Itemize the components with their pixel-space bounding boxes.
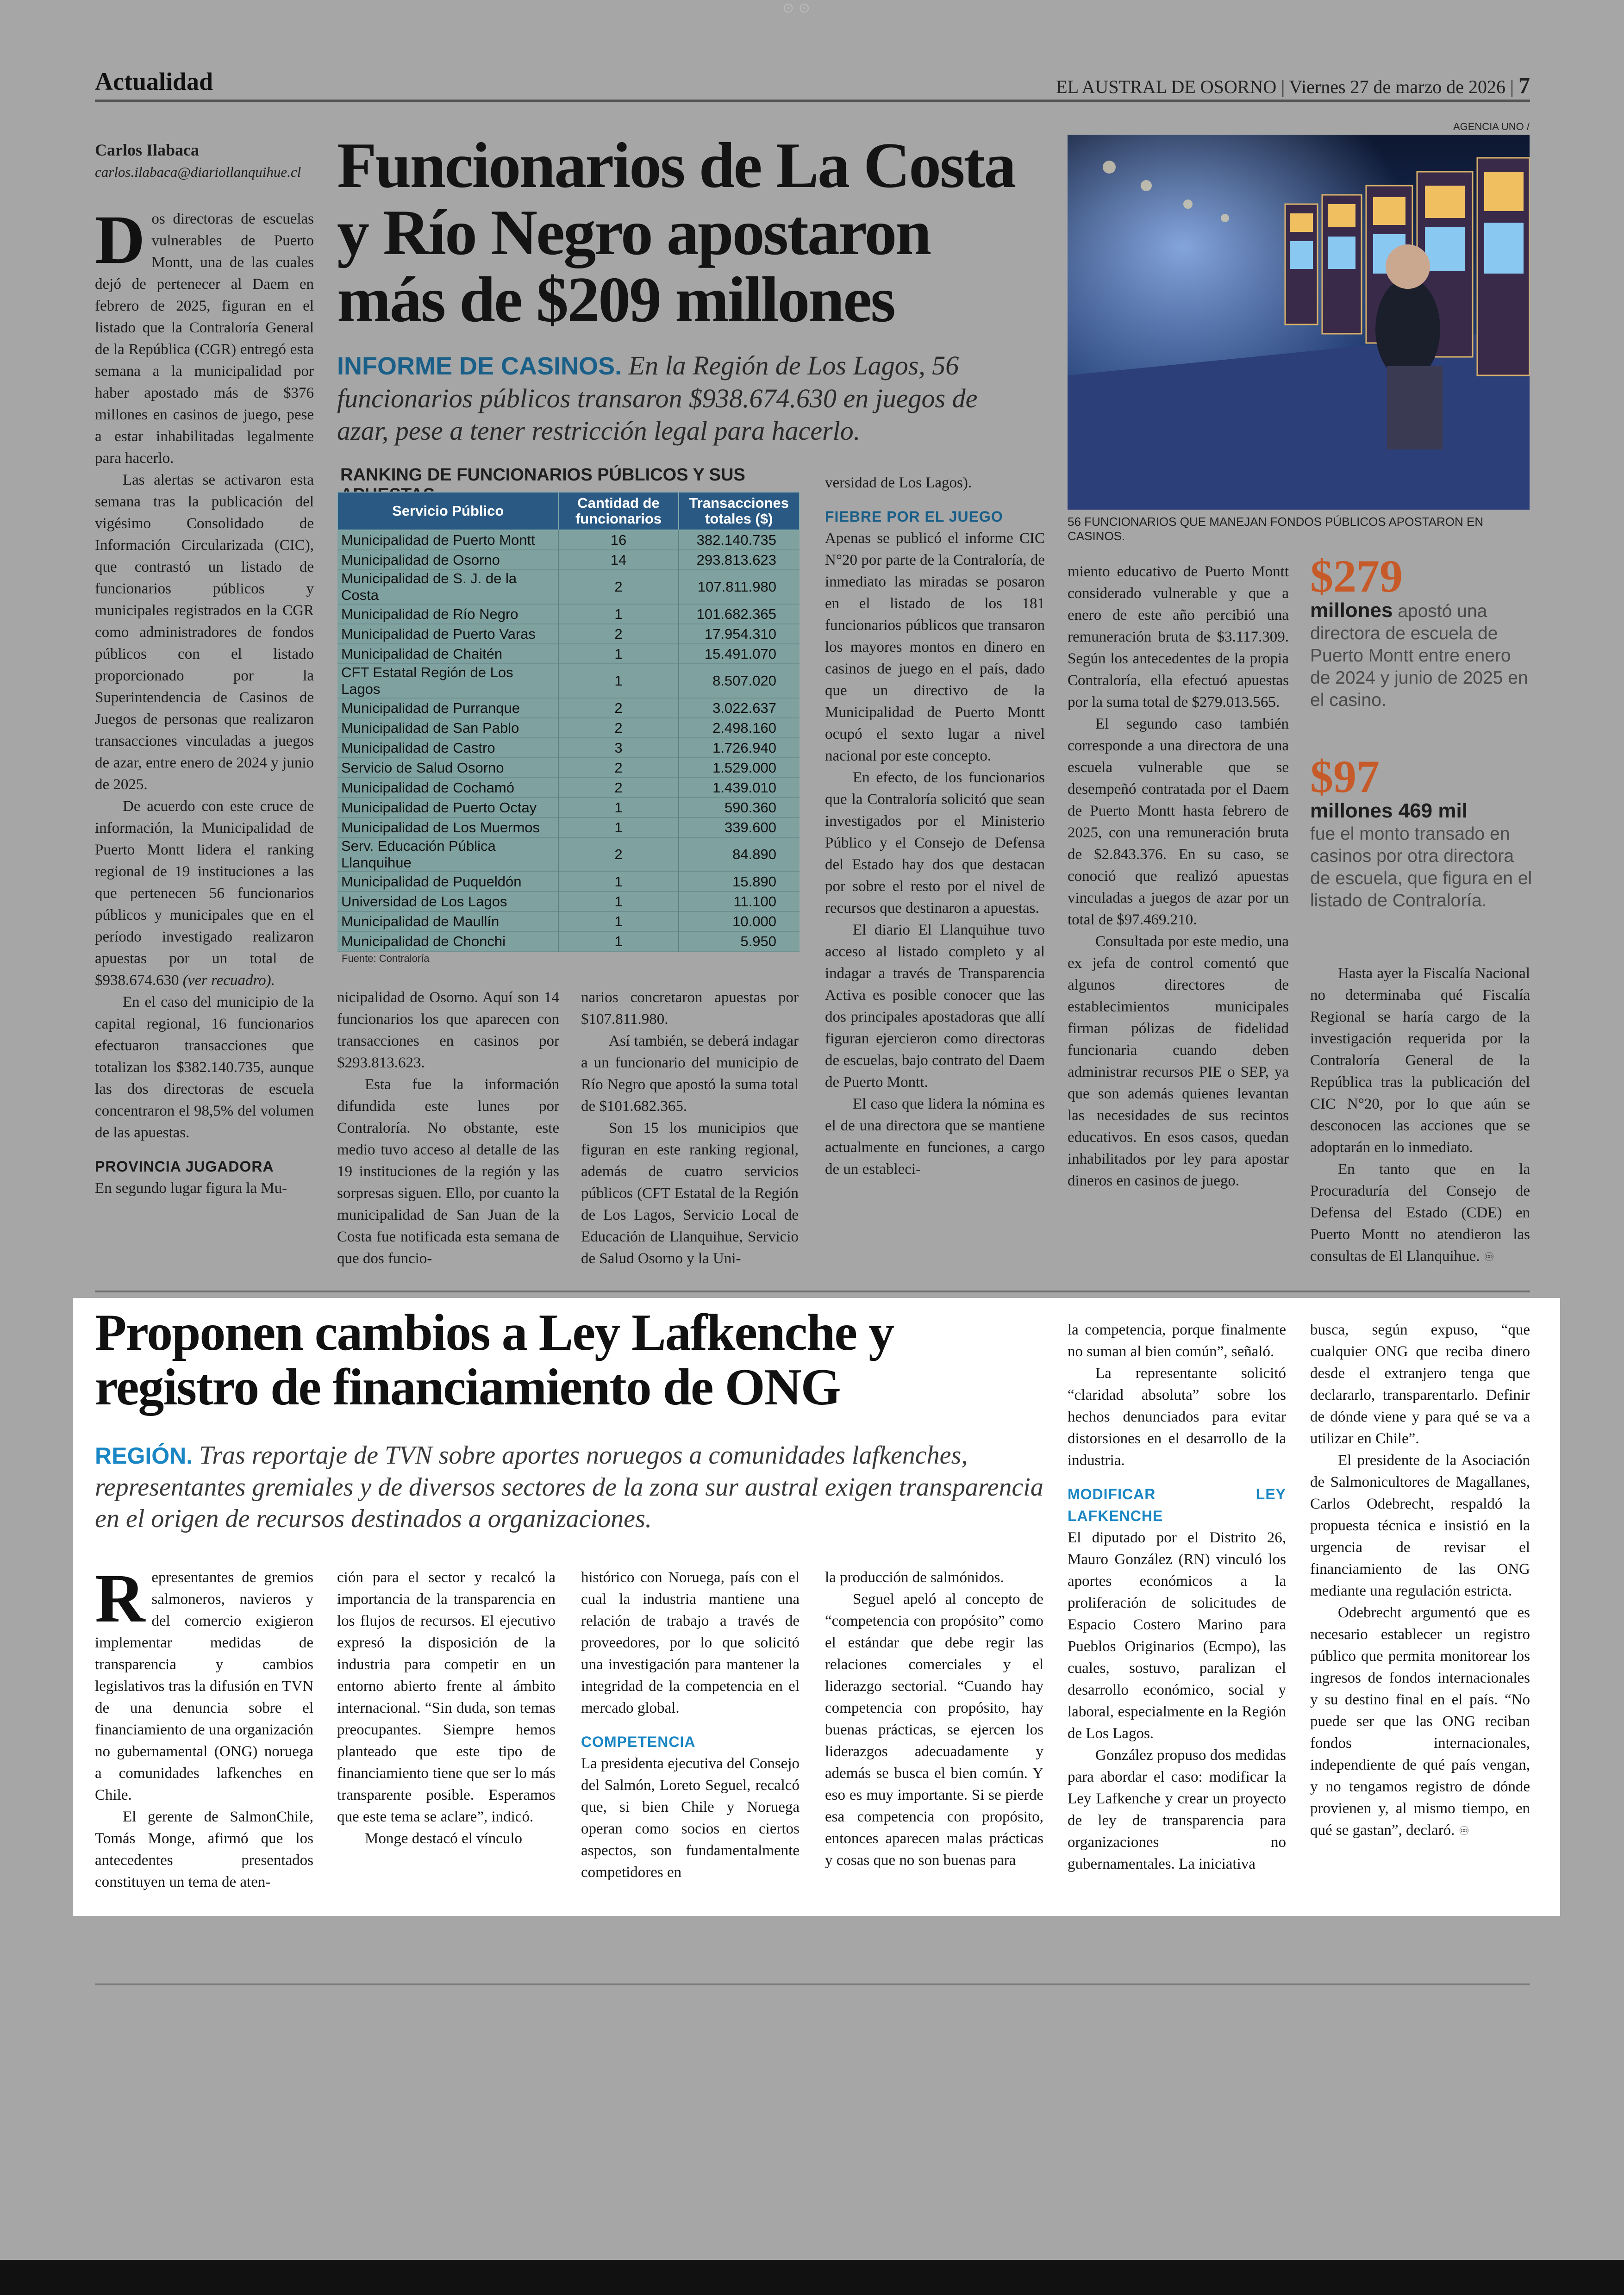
paragraph: El segundo caso también corresponde a una directora de una escuela vulnerable que se desempeñó contratada por el Daem de Puerto Montt hasta febrero de 2025, con una remuneración bruta de $2.843.376. En su caso, se conoció que realizó apuestas vinculadas a juegos de azar por un total de $97.469.210. xyxy=(1068,716,1289,928)
paragraph: En segundo lugar figura la Mu- xyxy=(95,1180,287,1197)
table-cell-service: Municipalidad de Puerto Varas xyxy=(337,624,559,644)
article1-column-4 xyxy=(825,472,1045,1180)
table-cell-count: 2 xyxy=(559,837,679,872)
table-row xyxy=(337,872,800,892)
end-mark-icon: ♾ xyxy=(1458,1824,1469,1838)
lead-casinos xyxy=(337,349,1013,447)
table-cell-amount: 5.950 xyxy=(679,931,800,951)
paragraph: Son 15 los municipios que figuran en este ranking regional, además de cuatro servicios públicos (CFT Estatal de la Región de Los Lagos, Servicio Local de Educación de Llanquihue, Servicio de Salud Osorno y la Uni- xyxy=(581,1120,799,1267)
table-cell-service: Municipalidad de Los Muermos xyxy=(337,817,559,837)
table-cell-amount: 2.498.160 xyxy=(679,718,800,738)
table-row xyxy=(337,911,800,931)
newspaper-name: EL AUSTRAL DE OSORNO xyxy=(1056,76,1277,97)
issue-date: Viernes 27 de marzo de 2026 xyxy=(1289,76,1505,97)
table-cell-amount: 339.600 xyxy=(679,817,800,837)
table-cell-count: 2 xyxy=(559,778,679,798)
author-name: Carlos Ilabaca xyxy=(95,141,199,159)
table-row xyxy=(337,798,800,817)
stat-description: millones apostó una directora de escuela de Puerto Montt entre enero de 2024 y junio de 2025 en el casino. xyxy=(1310,599,1528,710)
paragraph: El diputado por el Distrito 26, Mauro González (RN) vinculó los aportes económicos a la proliferación de solicitudes de Espacio Costero Marino para Pueblos Originarios (Ecmpo), las cuales, sostuvo, paralizan el desarrollo económico, social y laboral, especialmente en la Región de Los Lagos. xyxy=(1068,1529,1286,1742)
table-row xyxy=(337,624,800,644)
paragraph: miento educativo de Puerto Montt considerado vulnerable y que a enero de este año percibió una remuneración bruta de $3.117.309. Según los antecedentes de la propia Contraloría, ella efectuó apuestas por la suma total de $279.013.565. xyxy=(1068,563,1289,711)
lead-text: En la Región de Los Lagos, 56 funcionarios públicos transaron $938.674.630 en juegos de azar, pese a tener restricción legal para hacerlo. xyxy=(337,350,978,446)
table-cell-service: Municipalidad de Puerto Montt xyxy=(337,530,559,550)
table-cell-service: Municipalidad de San Pablo xyxy=(337,718,559,738)
table-cell-amount: 590.360 xyxy=(679,798,800,817)
lead-lafkenche xyxy=(95,1440,1058,1534)
table-cell-count: 3 xyxy=(559,738,679,758)
table-header-row xyxy=(337,492,800,530)
table-cell-amount: 84.890 xyxy=(679,837,800,872)
table-header: Servicio Público xyxy=(337,492,559,530)
table-source: Fuente: Contraloría xyxy=(342,953,430,964)
table-cell-service: Municipalidad de Puqueldón xyxy=(337,872,559,892)
paragraph: Consultada por este medio, una ex jefa de control comentó que algunos directores de establecimientos municipales firman pólizas de fidelidad funcionaria cuando deben administrar recursos PIE o SEP, ya que son además quienes levantan las necesidades de sus recintos educativos. En esos casos, quedan inhabilitados por ley para apostar dineros en casinos de juego. xyxy=(1068,933,1289,1189)
table-cell-amount: 382.140.735 xyxy=(679,530,800,550)
paragraph: La representante solicitó “claridad absoluta” sobre los hechos denunciados para evitar distorsiones en el desarrollo de la industria. xyxy=(1068,1365,1286,1469)
paragraph: versidad de Los Lagos). xyxy=(825,474,972,491)
article2-column-5 xyxy=(1068,1319,1286,1875)
table-cell-amount: 17.954.310 xyxy=(679,624,800,644)
subhead-fiebre: FIEBRE POR EL JUEGO xyxy=(825,508,1003,525)
bottom-divider xyxy=(95,1983,1530,1985)
ranking-table xyxy=(337,492,800,952)
table-row xyxy=(337,817,800,837)
paragraph: El gerente de SalmonChile, Tomás Monge, afirmó que los antecedentes presentados constituyen un tema de aten- xyxy=(95,1809,313,1890)
table-cell-service: Municipalidad de Cochamó xyxy=(337,778,559,798)
paragraph: narios concretaron apuestas por $107.811.980. xyxy=(581,989,799,1028)
paragraph: Esta fue la información difundida este lunes por Contraloría. No obstante, este medio tuvo acceso al detalle de las 19 instituciones de la región y las sorpresas siguen. Ello, por cuanto la municipalidad de San Juan de la Costa fue notificada esta semana de que dos funcio- xyxy=(337,1076,559,1267)
table-cell-service: Serv. Educación Pública Llanquihue xyxy=(337,837,559,872)
paragraph: De acuerdo con este cruce de información, la Municipalidad de Puerto Montt lidera el ranking regional de 19 instituciones a las que pertenecen 56 funcionarios públicos y municipales que en el período investigado realizaron apuestas por un total de $938.674.630 (ver recuadro). xyxy=(95,798,314,989)
table-cell-amount: 1.529.000 xyxy=(679,758,800,778)
article1-column-6 xyxy=(1310,963,1530,1268)
table-cell-amount: 11.100 xyxy=(679,892,800,911)
table-cell-amount: 293.813.623 xyxy=(679,550,800,570)
paragraph: la competencia, porque finalmente no suman al bien común”, señaló. xyxy=(1068,1322,1286,1360)
table-cell-count: 2 xyxy=(559,758,679,778)
paragraph: la producción de salmónidos. xyxy=(825,1569,1004,1586)
table-cell-amount: 1.439.010 xyxy=(679,778,800,798)
page-header xyxy=(95,67,1530,102)
table-row xyxy=(337,718,800,738)
photo-caption: 56 FUNCIONARIOS QUE MANEJAN FONDOS PÚBLICOS APOSTARON EN CASINOS. xyxy=(1068,515,1484,543)
stat-97 xyxy=(1310,751,1532,912)
table-cell-count: 1 xyxy=(559,817,679,837)
paragraph: epresentantes de gremios salmoneros, navieros y del comercio exigieron implementar medidas de transparencia y cambios legislativos tras la difusión en TVN de una denuncia sobre el financiamiento de una organización no gubernamental (ONG) noruega a comunidades lafkenches en Chile. xyxy=(95,1569,313,1803)
subhead-provincia: PROVINCIA JUGADORA xyxy=(95,1158,274,1175)
table-cell-amount: 101.682.365 xyxy=(679,604,800,624)
table-row xyxy=(337,837,800,872)
casino-photo xyxy=(1068,135,1530,510)
table-body xyxy=(337,530,800,951)
table-row xyxy=(337,664,800,698)
headline-lafkenche: Proponen cambios a Ley Lafkenche y registro de financiamiento de ONG xyxy=(95,1304,894,1416)
viewer-footer-bar xyxy=(0,2260,1624,2295)
viewer-nav-icons[interactable]: ⊙ ⊙ xyxy=(782,0,810,16)
lead-text: Tras reportaje de TVN sobre aportes noruegos a comunidades lafkenches, representantes gremiales y de diversos sectores de la zona sur austral exigen transparencia en el origen de recursos destinados a organizaciones. xyxy=(95,1441,1043,1533)
article1-column-1 xyxy=(95,201,314,1199)
table-row xyxy=(337,892,800,911)
paragraph: La presidenta ejecutiva del Consejo del Salmón, Loreto Seguel, recalcó que, si bien Chile y Noruega operan como socios en ciertos aspectos, son fundamentalmente competidores en xyxy=(581,1755,800,1881)
table-cell-service: Municipalidad de Chaitén xyxy=(337,644,559,664)
table-row xyxy=(337,778,800,798)
article1-column-5 xyxy=(1068,561,1289,1192)
table-cell-service: Municipalidad de Castro xyxy=(337,738,559,758)
paragraph: Monge destacó el vínculo xyxy=(365,1830,522,1847)
table-header: Cantidad de funcionarios xyxy=(559,492,679,530)
dropcap: D xyxy=(95,201,145,278)
dropcap: R xyxy=(95,1560,145,1637)
table-cell-amount: 10.000 xyxy=(679,911,800,931)
table-cell-amount: 1.726.940 xyxy=(679,738,800,758)
table-cell-service: Municipalidad de Río Negro xyxy=(337,604,559,624)
table-cell-count: 2 xyxy=(559,624,679,644)
stat-description: millones 469 mil fue el monto transado en casinos por otra directora de escuela, que figura en el listado de Contraloría. xyxy=(1310,799,1532,911)
table-row xyxy=(337,931,800,951)
table-cell-service: Universidad de Los Lagos xyxy=(337,892,559,911)
paragraph: El diario El Llanquihue tuvo acceso al listado completo y al indagar a través de Transparencia Activa es posible conocer que las dos principales apostadoras que allí figuran ejercieron como directoras de escuelas, bajo contrato del Daem de Puerto Montt. xyxy=(825,922,1045,1091)
headline-casinos: Funcionarios de La Costa y Río Negro apostaron más de $209 millones xyxy=(337,130,1015,336)
table-header: Transacciones totales ($) xyxy=(679,492,800,530)
subhead-competencia: COMPETENCIA xyxy=(581,1734,696,1750)
table-cell-service: Municipalidad de Puerto Octay xyxy=(337,798,559,817)
paragraph: busca, según expuso, “que cualquier ONG que reciba dinero desde el extranjero tenga que declararlo, transparentarlo. Definir de dónde viene y para qué se va a utilizar en Chile”. xyxy=(1310,1322,1530,1447)
table-row xyxy=(337,644,800,664)
stat-value: $97 xyxy=(1310,751,1380,802)
table-cell-amount: 15.890 xyxy=(679,872,800,892)
table-title: RANKING DE FUNCIONARIOS PÚBLICOS Y SUS xyxy=(340,465,745,485)
paragraph: Las alertas se activaron esta semana tras la publicación del vigésimo Consolidado de Información Circularizada (CIC), que contrastó un listado de funcionarios públicos y municipales registrados en la CGR como administradores de fondos públicos con el listado proporcionado por la Superintendencia de Casinos de Juegos de personas que realizaron transacciones vinculadas a juegos de azar, entre enero de 2024 y junio de 2025. xyxy=(95,472,314,793)
article1-column-3 xyxy=(581,987,799,1270)
table-cell-count: 1 xyxy=(559,644,679,664)
byline xyxy=(95,139,301,183)
table-cell-count: 2 xyxy=(559,698,679,718)
table-cell-amount: 3.022.637 xyxy=(679,698,800,718)
table-cell-amount: 107.811.980 xyxy=(679,570,800,604)
article2-column-6 xyxy=(1310,1319,1530,1842)
paragraph: nicipalidad de Osorno. Aquí son 14 funcionarios los que aparecen con transacciones en casinos por $293.813.623. xyxy=(337,989,559,1071)
table-cell-count: 2 xyxy=(559,570,679,604)
table-cell-count: 1 xyxy=(559,664,679,698)
table-cell-service: CFT Estatal Región de Los Lagos xyxy=(337,664,559,698)
table-cell-count: 14 xyxy=(559,550,679,570)
lead-tag: REGIÓN. xyxy=(95,1443,193,1469)
article2-column-3 xyxy=(581,1567,800,1883)
table-cell-count: 1 xyxy=(559,911,679,931)
table-row xyxy=(337,758,800,778)
table-cell-service: Municipalidad de Maullín xyxy=(337,911,559,931)
paragraph: En el caso del municipio de la capital regional, 16 funcionarios efectuaron transacciones que totalizan los $382.140.735, aunque las dos directoras de escuela concentraron el 98,5% del volumen de las apuestas. xyxy=(95,994,314,1141)
table-row xyxy=(337,570,800,604)
article2-column-4 xyxy=(825,1567,1043,1871)
table-cell-count: 1 xyxy=(559,892,679,911)
table-cell-amount: 15.491.070 xyxy=(679,644,800,664)
photo-credit: AGENCIA UNO / xyxy=(1453,121,1530,132)
table-row xyxy=(337,698,800,718)
table-row xyxy=(337,550,800,570)
subhead-modificar: MODIFICAR LEY LAFKENCHE xyxy=(1068,1486,1286,1524)
table-cell-service: Municipalidad de Osorno xyxy=(337,550,559,570)
table-cell-amount: 8.507.020 xyxy=(679,664,800,698)
article-divider xyxy=(95,1291,1530,1292)
table-cell-count: 1 xyxy=(559,604,679,624)
table-cell-service: Servicio de Salud Osorno xyxy=(337,758,559,778)
article2-column-1 xyxy=(95,1560,313,1893)
end-mark-icon: ♾ xyxy=(1483,1250,1495,1264)
paragraph: Odebrecht argumentó que es necesario establecer un registro público que permita monitorear los ingresos de fondos internacionales y su destino final en el país. “No puede ser que las ONG reciban fondos internacionales, independiente de qué país vengan, y no tengamos registro de dónde provienen y, al mismo tiempo, en qué se gastan”, declaró. ♾ xyxy=(1310,1604,1530,1839)
lead-tag: INFORME DE CASINOS. xyxy=(337,352,622,380)
table-cell-service: Municipalidad de Chonchi xyxy=(337,931,559,951)
table-cell-count: 1 xyxy=(559,872,679,892)
table-row xyxy=(337,738,800,758)
paragraph: Seguel apeló al concepto de “competencia con propósito” como el estándar que debe regir las relaciones comerciales y el liderazgo sectorial. “Cuando hay competencia con propósito, hay buenas prácticas, se ejercen los liderazgos adecuadamente y además se busca el bien común. Y eso es muy importante. Si se pierde esa competencia con propósito, entonces aparecen malas prácticas y cosas que no son buenas para xyxy=(825,1591,1043,1869)
paragraph: Apenas se publicó el informe CIC N°20 por parte de la Contraloría, de inmediato las miradas se posaron en el listado de los 181 funcionarios públicos que transaron los mayores montos en dinero en casinos de juego en el país, dado que un directivo de la Municipalidad de Puerto Montt ocupó el sexto lugar a nivel nacional por este concepto. xyxy=(825,530,1045,764)
table-row xyxy=(337,530,800,550)
paragraph: En efecto, de los funcionarios que la Contraloría solicitó que sean investigados por el Ministerio Público y el Consejo de Defensa del Estado hay dos que destacan por sobre el resto por el nivel de recursos que destinaron a apuestas. xyxy=(825,769,1045,917)
paragraph: El presidente de la Asociación de Salmonicultores de Magallanes, Carlos Odebrecht, respaldó la propuesta técnica e insistió en la urgencia de revisar el financiamiento de las ONG mediante una regulación estricta. xyxy=(1310,1452,1530,1599)
paragraph: El caso que lidera la nómina es el de una directora que se mantiene actualmente en funciones, a cargo de un estableci- xyxy=(825,1096,1045,1178)
paragraph: ción para el sector y recalcó la importancia de la transparencia en los flujos de recursos. El ejecutivo expresó la disposición de la industria para competir en un entorno abierto frente al ámbito internacional. “Sin duda, son temas preocupantes. Siempre hemos planteado que este tipo de financiamiento tiene que ser lo más transparente posible. Esperamos que este tema se aclare”, indicó. xyxy=(337,1569,556,1825)
table-cell-count: 16 xyxy=(559,530,679,550)
paragraph: Así también, se deberá indagar a un funcionario del municipio de Río Negro que apostó la suma total de $101.682.365. xyxy=(581,1033,799,1115)
article2-column-2 xyxy=(337,1567,556,1850)
table-cell-count: 1 xyxy=(559,798,679,817)
section-name: Actualidad xyxy=(95,68,213,95)
paragraph: González propuso dos medidas para abordar el caso: modificar la Ley Lafkenche y crear un proyecto de ley de transparencia para organizaciones no gubernamentales. La iniciativa xyxy=(1068,1747,1286,1872)
table-row xyxy=(337,604,800,624)
table-cell-service: Municipalidad de Purranque xyxy=(337,698,559,718)
casino-photo-illustration xyxy=(1068,135,1530,510)
author-email: carlos.ilabaca@diariollanquihue.cl xyxy=(95,164,301,180)
stat-value: $279 xyxy=(1310,550,1403,602)
page-number: 7 xyxy=(1518,72,1530,98)
paragraph: histórico con Noruega, país con el cual la industria mantiene una relación de trabajo a través de proveedores, por lo que solicitó una investigación para mantener la integridad de la competencia en el mercado global. xyxy=(581,1569,800,1716)
stat-279 xyxy=(1310,550,1532,711)
paragraph: Hasta ayer la Fiscalía Nacional no determinaba qué Fiscalía Regional se haría cargo de la investigación requerida por la Contraloría General de la República tras la publicación del CIC N°20, por lo que aún se desconocen las acciones que se adoptarán en lo inmediato. xyxy=(1310,965,1530,1156)
table-cell-count: 1 xyxy=(559,931,679,951)
article1-column-2 xyxy=(337,987,559,1270)
paragraph: En tanto que en la Procuraduría del Consejo de Defensa del Estado (CDE) en Puerto Montt no atendieron las consultas de El Llanquihue. ♾ xyxy=(1310,1161,1530,1265)
table-cell-service: Municipalidad de S. J. de la Costa xyxy=(337,570,559,604)
header-info: EL AUSTRAL DE OSORNO | Viernes 27 de marzo de 2026 | 7 xyxy=(1056,72,1530,98)
paragraph: os directoras de escuelas vulnerables de Puerto Montt, una de las cuales dejó de pertenecer al Daem en febrero de 2025, figuran en el listado que la Contraloría General de la República (CGR) entregó esta semana a la municipalidad por haber apostado más de $376 millones en casinos de juego, pese a estar inhabilitadas legalmente para hacerlo. xyxy=(95,211,314,467)
table-cell-count: 2 xyxy=(559,718,679,738)
